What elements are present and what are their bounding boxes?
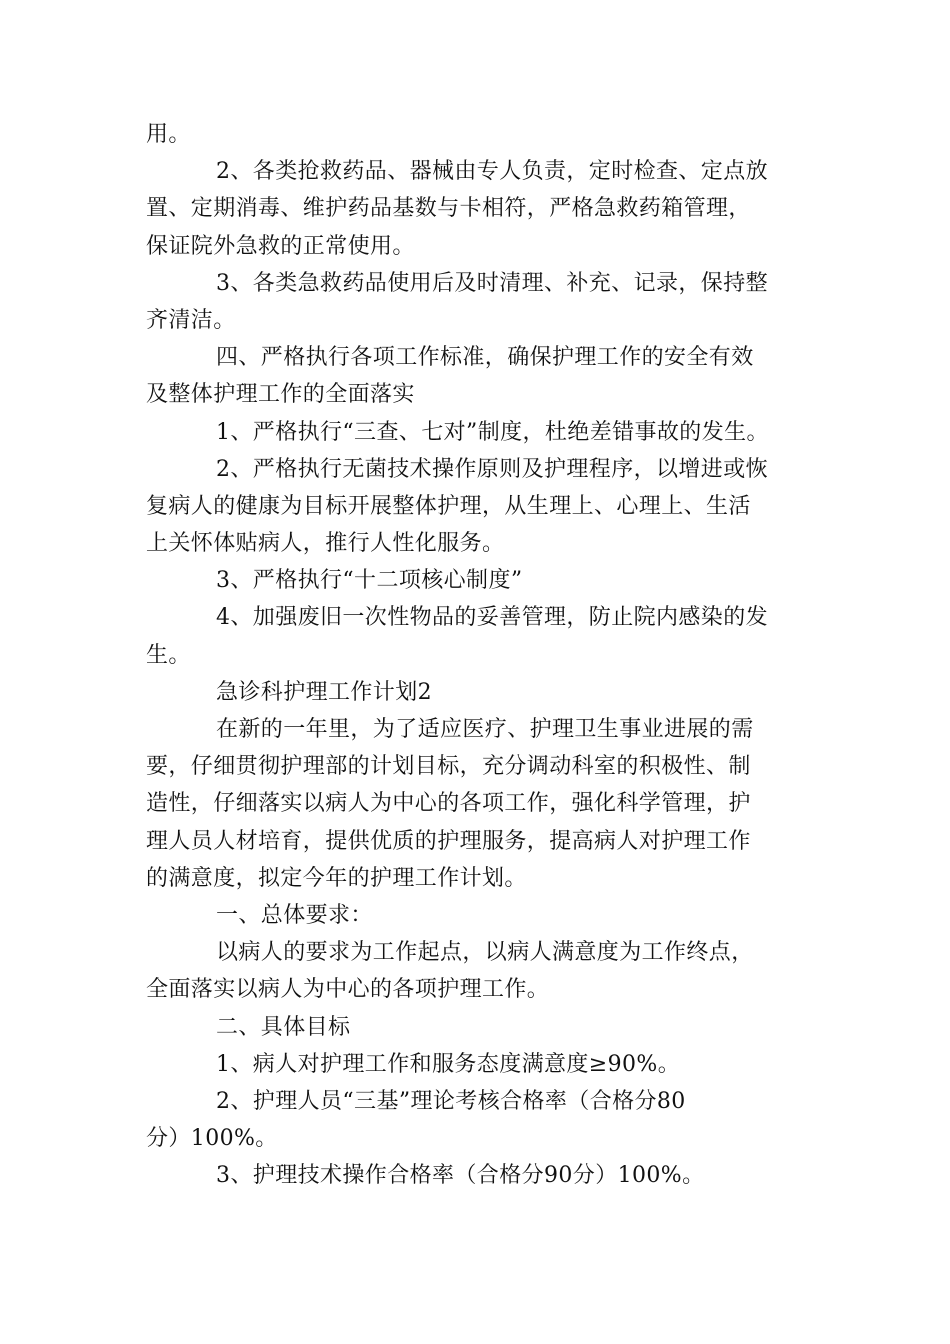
text-line: 生。 [146,642,191,668]
text-line: 3、各类急救药品使用后及时清理、补充、记录，保持整 [216,270,768,296]
text-line: 及整体护理工作的全面落实 [146,382,415,408]
text-line: 一、总体要求： [216,902,373,928]
text-line: 保证院外急救的正常使用。 [146,233,415,259]
text-line: 上关怀体贴病人，推行人性化服务。 [146,531,505,557]
text-line: 齐清洁。 [146,307,236,333]
text-line: 分）100%。 [146,1126,278,1152]
text-line: 3、严格执行“十二项核心制度” [216,568,523,594]
text-line: 用。 [146,122,191,147]
text-line: 置、定期消毒、维护药品基数与卡相符，严格急救药箱管理， [146,196,751,222]
text-line: 4、加强废旧一次性物品的妥善管理，防止院内感染的发 [216,605,768,631]
text-line: 在新的一年里，为了适应医疗、护理卫生事业进展的需 [216,717,754,742]
text-line: 复病人的健康为目标开展整体护理，从生理上、心理上、生活 [146,493,751,519]
text-line: 2、各类抢救药品、器械由专人负责，定时检查、定点放 [216,159,768,185]
text-line: 1、严格执行“三查、七对”制度，杜绝差错事故的发生。 [216,419,769,445]
text-line: 急诊科护理工作计划2 [216,679,432,705]
text-line: 的满意度，拟定今年的护理工作计划。 [146,865,527,891]
text-line: 2、护理人员“三基”理论考核合格率（合格分80 [216,1088,686,1114]
text-line: 3、护理技术操作合格率（合格分90分）100%。 [216,1163,705,1189]
text-line: 造性，仔细落实以病人为中心的各项工作，强化科学管理，护 [146,791,751,817]
text-line: 四、严格执行各项工作标准，确保护理工作的安全有效 [216,345,754,371]
document-body [146,116,826,1194]
text-line: 2、严格执行无菌技术操作原则及护理程序，以增进或恢 [216,456,768,482]
text-line: 二、具体目标 [216,1014,351,1040]
text-line: 要，仔细贯彻护理部的计划目标，充分调动科室的积极性、制 [146,754,751,780]
text-line: 1、病人对护理工作和服务态度满意度≥90%。 [216,1051,681,1077]
text-line: 以病人的要求为工作起点，以病人满意度为工作终点， [216,940,754,966]
text-line: 理人员人材培育，提供优质的护理服务，提高病人对护理工作 [146,828,751,854]
text-line: 全面落实以病人为中心的各项护理工作。 [146,977,550,1003]
